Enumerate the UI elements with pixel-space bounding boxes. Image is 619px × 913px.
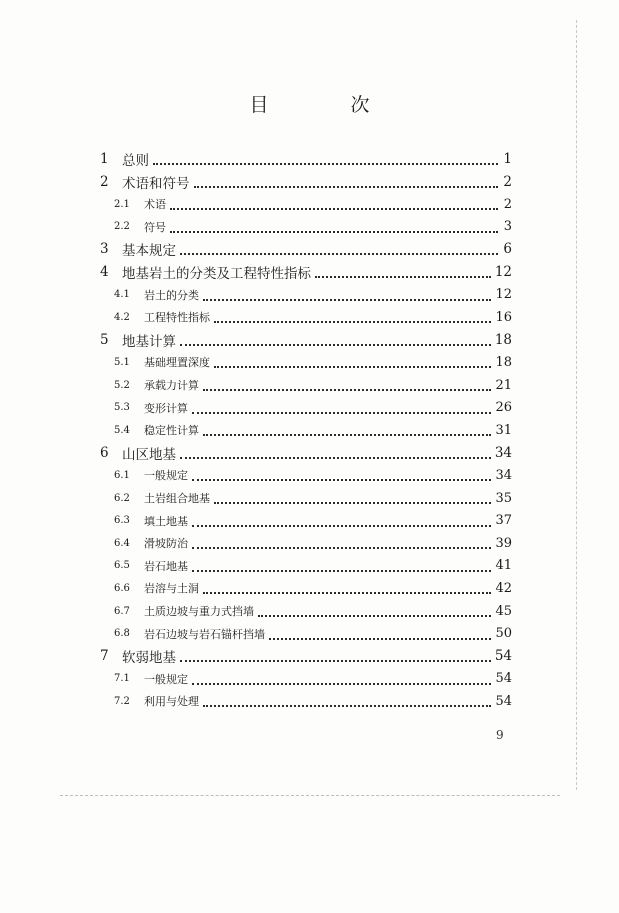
entry-title: 术语 — [144, 198, 166, 212]
entry-number: 7 — [100, 648, 109, 665]
entry-page-number: 39 — [495, 535, 512, 551]
entry-page-number: 12 — [495, 287, 512, 303]
toc-section-entry[interactable] — [100, 351, 512, 373]
dot-leader — [170, 194, 498, 210]
entry-title: 滑坡防治 — [144, 537, 188, 551]
entry-page-number: 21 — [495, 377, 512, 393]
entry-title: 基础埋置深度 — [144, 356, 210, 370]
toc-section-entry[interactable] — [100, 193, 512, 215]
entry-number: 5.2 — [114, 379, 130, 391]
entry-page-number: 54 — [495, 693, 512, 709]
entry-title: 承载力计算 — [144, 379, 199, 392]
dot-leader — [214, 352, 491, 368]
entry-title: 山区地基 — [122, 446, 176, 463]
dot-leader — [203, 420, 491, 436]
entry-page-number: 42 — [495, 580, 512, 596]
toc-section-entry[interactable] — [100, 668, 512, 690]
entry-number: 4 — [100, 264, 109, 280]
toc-chapter-entry[interactable] — [100, 171, 512, 193]
entry-title: 一般规定 — [144, 469, 188, 483]
scan-edge-line — [576, 20, 578, 790]
entry-number: 5 — [100, 331, 109, 348]
entry-title: 填土地基 — [144, 514, 188, 528]
entry-title: 地基岩土的分类及工程特性指标 — [122, 266, 311, 282]
entry-number: 2.2 — [114, 221, 130, 233]
entry-title: 一般规定 — [144, 672, 188, 686]
toc-section-entry[interactable] — [100, 419, 512, 441]
entry-page-number: 18 — [494, 331, 512, 348]
toc-section-entry[interactable] — [100, 216, 512, 238]
entry-page-number: 34 — [494, 444, 512, 461]
entry-page-number: 54 — [495, 671, 512, 687]
scan-bottom-line — [60, 795, 560, 797]
entry-number: 4.2 — [114, 311, 130, 323]
entry-page-number: 3 — [503, 219, 512, 235]
entry-title: 岩溶与土洞 — [144, 582, 199, 596]
toc-section-entry[interactable] — [100, 487, 512, 509]
toc-chapter-entry[interactable] — [100, 645, 512, 667]
entry-page-number: 31 — [495, 422, 512, 438]
entry-title: 土岩组合地基 — [144, 492, 210, 505]
toc-section-entry[interactable] — [100, 510, 512, 532]
toc-section-entry[interactable] — [100, 577, 512, 599]
entry-title: 地基计算 — [122, 333, 176, 350]
entry-title: 利用与处理 — [144, 695, 199, 709]
dot-leader — [258, 601, 491, 617]
toc-chapter-entry[interactable] — [100, 442, 512, 464]
dot-leader — [194, 172, 499, 188]
entry-number: 6.6 — [114, 582, 130, 594]
entry-page-number: 26 — [495, 400, 512, 416]
entry-title: 土质边坡与重力式挡墙 — [144, 605, 254, 618]
dot-leader — [192, 533, 491, 549]
entry-title: 符号 — [144, 220, 166, 234]
entry-page-number: 35 — [495, 490, 512, 506]
toc-chapter-entry[interactable] — [100, 148, 512, 170]
entry-title: 岩石边坡与岩石锚杆挡墙 — [144, 627, 265, 641]
dot-leader — [269, 624, 491, 640]
entry-number: 3 — [100, 241, 109, 258]
dot-leader — [192, 465, 491, 481]
dot-leader — [214, 488, 491, 504]
entry-number: 5.3 — [114, 402, 130, 414]
entry-number: 7.1 — [114, 673, 130, 685]
toc-chapter-entry[interactable] — [100, 261, 512, 283]
dot-leader — [180, 443, 491, 459]
toc-section-entry[interactable] — [100, 306, 512, 328]
entry-number: 5.1 — [114, 356, 130, 368]
entry-number: 6 — [100, 444, 109, 461]
toc-section-entry[interactable] — [100, 374, 512, 396]
dot-leader — [180, 330, 491, 346]
entry-title: 变形计算 — [144, 401, 188, 415]
entry-page-number: 16 — [495, 309, 512, 325]
entry-title: 软弱地基 — [122, 650, 176, 667]
entry-page-number: 45 — [495, 603, 512, 619]
toc-section-entry[interactable] — [100, 397, 512, 419]
entry-number: 4.1 — [114, 289, 130, 301]
toc-chapter-entry[interactable] — [100, 238, 512, 260]
entry-page-number: 54 — [494, 648, 512, 665]
entry-number: 6.2 — [114, 492, 130, 504]
toc-section-entry[interactable] — [100, 690, 512, 712]
entry-page-number: 6 — [503, 241, 512, 258]
dot-leader — [180, 646, 491, 662]
entry-number: 6.5 — [114, 560, 130, 572]
entry-page-number: 12 — [494, 264, 512, 280]
dot-leader — [180, 239, 498, 255]
toc-section-entry[interactable] — [100, 284, 512, 306]
dot-leader — [192, 398, 491, 414]
dot-leader — [192, 511, 491, 527]
entry-page-number: 41 — [495, 558, 512, 574]
entry-page-number: 2 — [503, 173, 512, 190]
entry-title: 基本规定 — [122, 243, 176, 260]
toc-section-entry[interactable] — [100, 623, 512, 645]
dot-leader — [214, 307, 491, 323]
entry-number: 5.4 — [114, 424, 130, 436]
dot-leader — [203, 578, 491, 594]
page-number: 9 — [496, 728, 504, 742]
entry-number: 6.4 — [114, 537, 130, 549]
entry-page-number: 50 — [495, 626, 512, 642]
entry-page-number: 37 — [495, 513, 512, 529]
entry-number: 6.3 — [114, 515, 130, 527]
entry-number: 2.1 — [114, 198, 130, 210]
entry-number: 7.2 — [114, 695, 130, 707]
entry-title: 术语和符号 — [122, 175, 190, 192]
dot-leader — [203, 375, 491, 391]
entry-title: 岩石地基 — [144, 559, 188, 573]
entry-number: 6.1 — [114, 469, 130, 481]
entry-title: 总则 — [122, 153, 149, 169]
entry-title: 工程特性指标 — [144, 311, 210, 325]
entry-number: 2 — [100, 173, 109, 190]
dot-leader — [192, 669, 491, 685]
toc-section-entry[interactable] — [100, 532, 512, 554]
dot-leader — [203, 285, 491, 301]
entry-number: 6.7 — [114, 605, 130, 617]
entry-page-number: 34 — [495, 467, 512, 483]
entry-page-number: 2 — [503, 196, 512, 212]
entry-page-number: 1 — [503, 151, 512, 167]
toc-section-entry[interactable] — [100, 464, 512, 486]
dot-leader — [192, 556, 491, 572]
dot-leader — [153, 149, 498, 165]
dot-leader — [170, 217, 498, 233]
dot-leader — [315, 262, 491, 278]
entry-number: 1 — [100, 151, 109, 167]
dot-leader — [203, 691, 491, 707]
toc-chapter-entry[interactable] — [100, 329, 512, 351]
entry-number: 6.8 — [114, 628, 130, 640]
entry-page-number: 18 — [495, 354, 512, 370]
toc-title: 目 次 — [249, 94, 408, 116]
entry-title: 岩土的分类 — [144, 288, 199, 302]
entry-title: 稳定性计算 — [144, 424, 199, 438]
toc-section-entry[interactable] — [100, 600, 512, 622]
toc-section-entry[interactable] — [100, 555, 512, 577]
